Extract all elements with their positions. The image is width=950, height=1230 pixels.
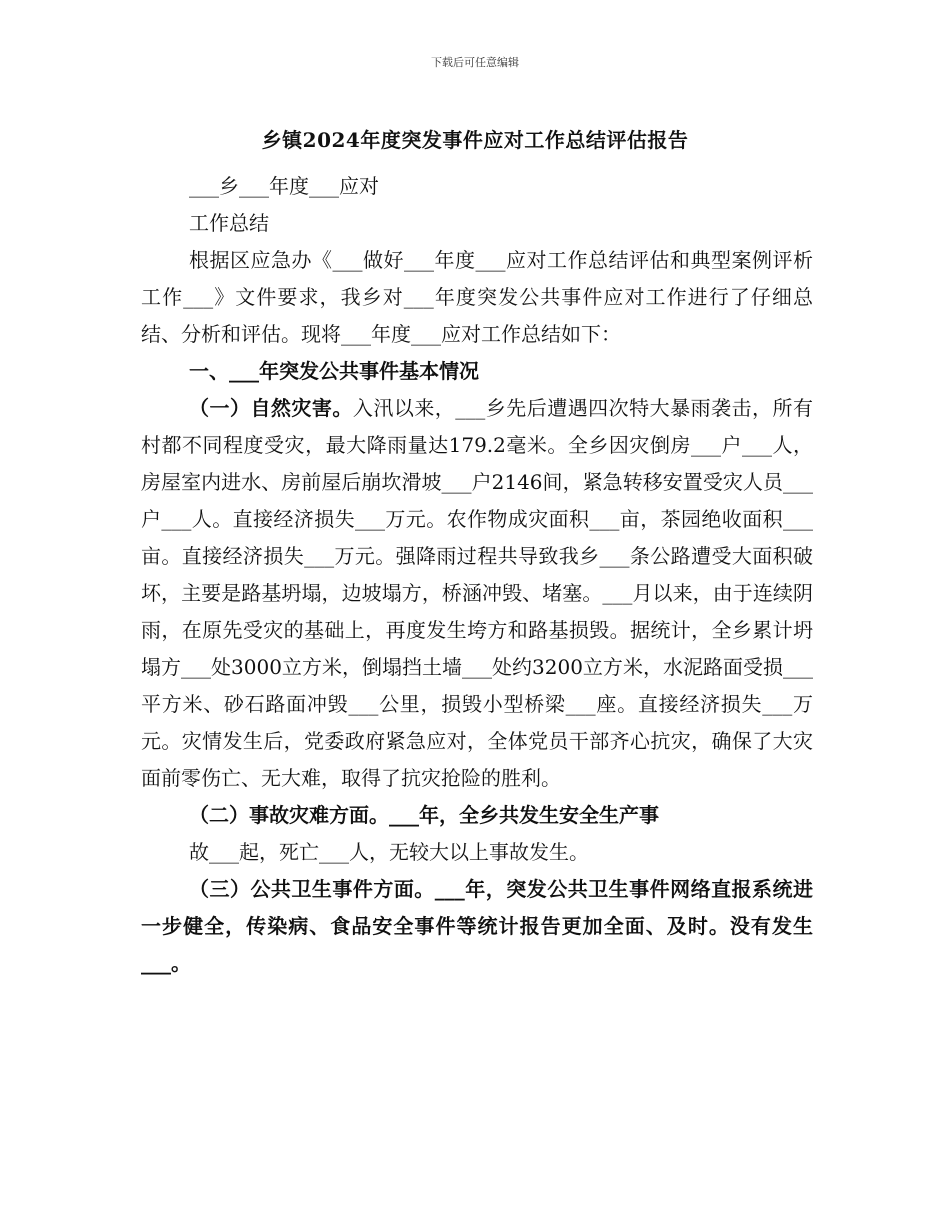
subsection-1-heading: （一）自然灾害。 [189, 396, 353, 420]
subsection-3: （三）公共卫生事件方面。___年，突发公共卫生事件网络直报系统进一步健全，传染病、食品安全事件等统计报告更加全面、及时。没有发生___。 [141, 877, 813, 975]
intro-line-2: 工作总结 [189, 211, 269, 235]
subsection-2-body: 故___起，死亡___人，无较大以上事故发生。 [189, 840, 589, 864]
subsection-2-heading: （二）事故灾难方面。___年，全乡共发生安全生产事 [189, 803, 659, 827]
subsection-1 [141, 390, 813, 797]
header-note: 下载后可任意编辑 [431, 56, 519, 69]
paragraph-1: 根据区应急办《___做好___年度___应对工作总结评估和典型案例评析工作___》文件要求，我乡对___年度突发公共事件应对工作进行了仔细总结、分析和评估。现将___年度___应对工作总结如下： [141, 248, 813, 346]
document-title: 乡镇2024年度突发事件应对工作总结评估报告 [261, 128, 689, 152]
intro-line-1: ___乡___年度___应对 [189, 174, 379, 198]
subsection-1-body: 入汛以来，___乡先后遭遇四次特大暴雨袭击，所有村都不同程度受灾，最大降雨量达179.2毫米。全乡因灾倒房___户___人，房屋室内进水、房前屋后崩坎滑坡___户2146间，紧急转移安置受灾人员___户___人。直接经济损失___万元。农作物成灾面积___亩，茶园绝收面积___亩。直接经济损失___万元。强降雨过程共导致我乡___条公路遭受大面积破坏，主要是路基坍塌，边坡塌方，桥涵冲毁、堵塞。___月以来，由于连续阴雨，在原先受灾的基础上，再度发生垮方和路基损毁。据统计，全乡累计坍塌方___处3000立方米，倒塌挡土墙___处约3200立方米，水泥路面受损___平方米、砂石路面冲毁___公里，损毁小型桥梁___座。直接经济损失___万元。灾情发生后，党委政府紧急应对，全体党员干部齐心抗灾，确保了大灾面前零伤亡、无大难，取得了抗灾抢险的胜利。 [141, 396, 814, 790]
section-1-heading: 一、___年突发公共事件基本情况 [189, 359, 479, 383]
document-body [141, 168, 813, 982]
